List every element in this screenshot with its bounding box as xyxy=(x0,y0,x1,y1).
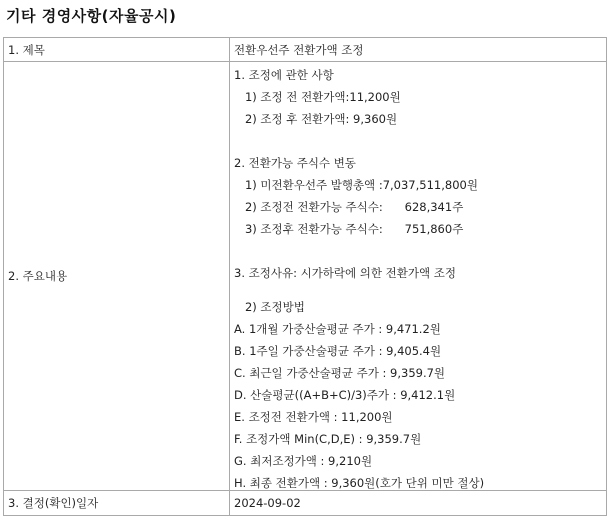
content-line: D. 산술평균((A+B+C)/3)주가 : 9,412.1원 xyxy=(234,388,456,402)
content-line: 1) 조정 전 전환가액:11,200원 xyxy=(234,90,401,104)
row-label-main-content: 2. 주요내용 xyxy=(4,62,230,491)
content-line: 2) 조정방법 xyxy=(234,300,305,314)
content-line: E. 조정전 전환가액 : 11,200원 xyxy=(234,410,393,424)
content-line: 2) 조정 후 전환가액: 9,360원 xyxy=(234,112,398,126)
content-line: G. 최저조정가액 : 9,210원 xyxy=(234,454,373,468)
content-line: H. 최종 전환가액 : 9,360원(호가 단위 미만 절상) xyxy=(234,476,485,490)
content-line: 3. 조정사유: 시가하락에 의한 전환가액 조정 xyxy=(234,266,456,280)
row-label-title: 1. 제목 xyxy=(4,38,230,62)
main-content-cell xyxy=(230,62,607,491)
page-title: 기타 경영사항(자율공시) xyxy=(6,7,177,25)
table-row xyxy=(4,491,607,516)
row-value-date: 2024-09-02 xyxy=(230,491,607,516)
row-label-date: 3. 결정(확인)일자 xyxy=(4,491,230,516)
content-line: A. 1개월 가중산술평균 주가 : 9,471.2원 xyxy=(234,322,441,336)
table-row xyxy=(4,62,607,491)
disclosure-table xyxy=(3,37,607,516)
content-line: 1. 조정에 관한 사항 xyxy=(234,68,334,82)
table-row xyxy=(4,38,607,62)
content-line: 2) 조정전 전환가능 주식수: 628,341주 xyxy=(234,200,464,214)
row-value-title: 전환우선주 전환가액 조정 xyxy=(230,38,607,62)
content-line: F. 조정가액 Min(C,D,E) : 9,359.7원 xyxy=(234,432,422,446)
content-line: B. 1주일 가중산술평균 주가 : 9,405.4원 xyxy=(234,344,442,358)
content-line: 2. 전환가능 주식수 변동 xyxy=(234,156,356,170)
content-line: 1) 미전환우선주 발행총액 :7,037,511,800원 xyxy=(234,178,478,192)
content-line: 3) 조정후 전환가능 주식수: 751,860주 xyxy=(234,222,464,236)
content-line: C. 최근일 가중산술평균 주가 : 9,359.7원 xyxy=(234,366,446,380)
